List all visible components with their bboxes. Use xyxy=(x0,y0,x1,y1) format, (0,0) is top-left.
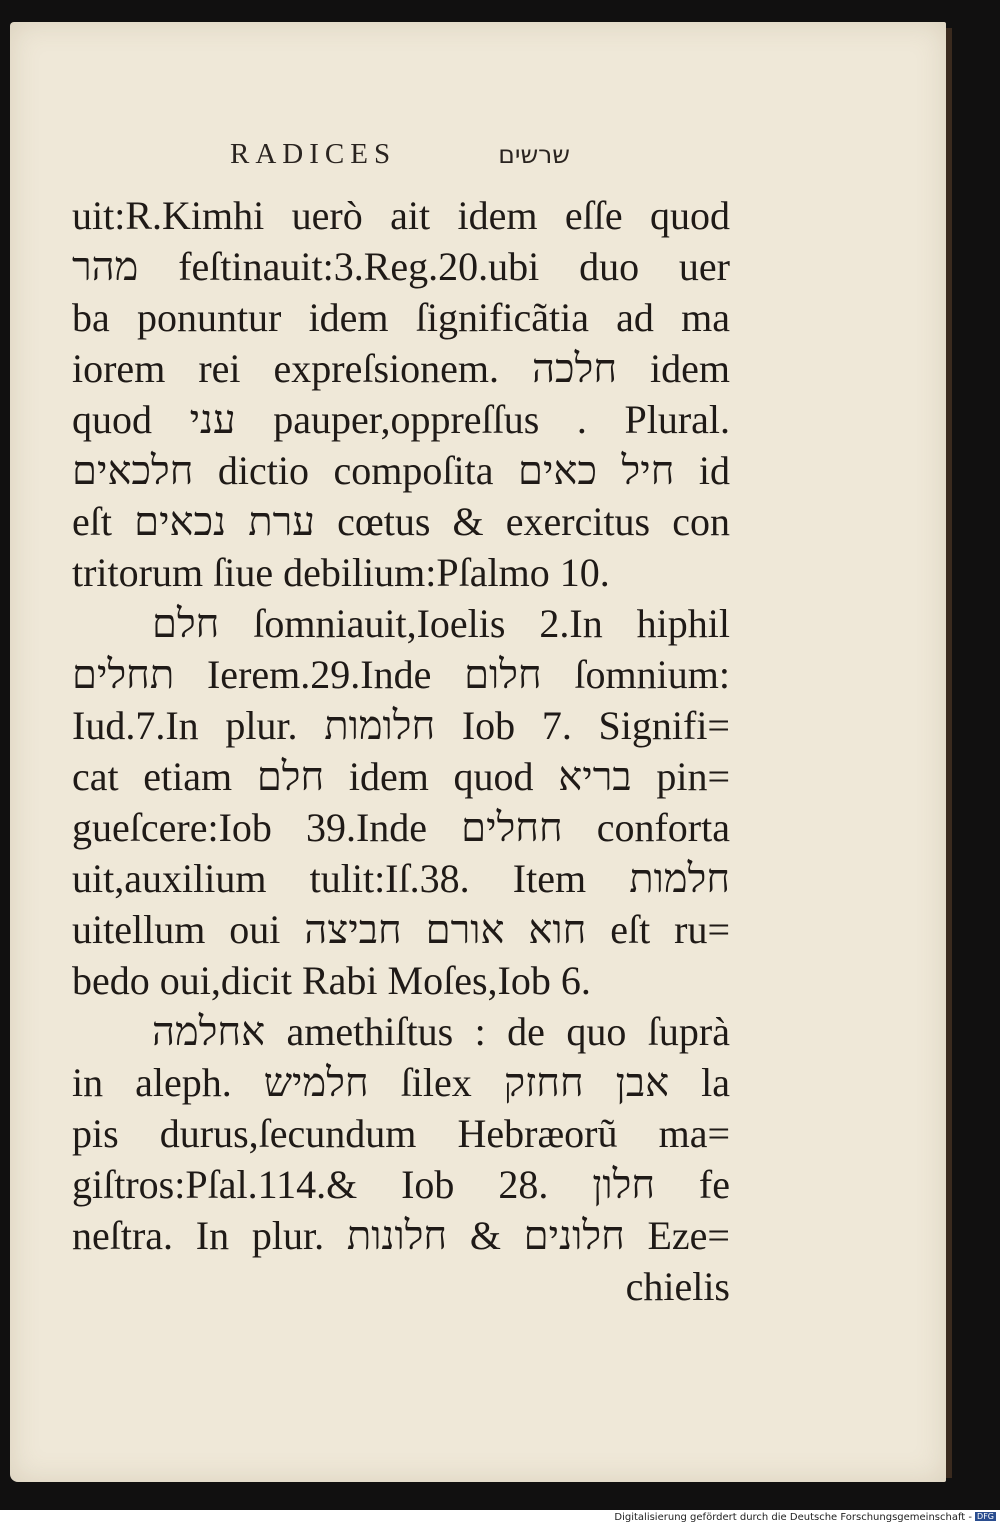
text-line: giſtros:Pſal.114.& Iob 28. חלון fe xyxy=(72,1162,731,1207)
text-line: תחלים Ierem.29.Inde חלום ſomnium: xyxy=(72,652,730,697)
running-head-latin: RADICES xyxy=(230,138,397,170)
text-line: חלם ſomniauit,Ioelis 2.In hiphil xyxy=(152,601,730,646)
text-line: quod עני pauper,oppreſſus . Plural. xyxy=(72,397,731,442)
text-line: uit:R.Kimhi uerò ait idem eſſe quod xyxy=(72,193,730,238)
dfg-logo: DFG xyxy=(977,1512,994,1521)
credit-text: Digitalisierung gefördert durch die Deutsche Forschungsgemeinschaft - xyxy=(614,1512,973,1523)
text-line: מהר feſtinauit:3.Reg.20.ubi duo uer xyxy=(72,244,730,289)
book-edge xyxy=(946,28,952,1478)
text-line: cat etiam חלם idem quod בריא pin= xyxy=(72,754,731,799)
text-line: אחלמה amethiſtus : de quo ſuprà xyxy=(152,1009,730,1054)
text-line: eſt ערת נכאים cœtus & exercitus con xyxy=(72,499,730,544)
text-line: iorem rei expreſsionem. חלכה idem xyxy=(72,346,730,391)
text-line: חלכאים dictio compoſita חיל כאים id xyxy=(72,448,730,493)
text-line: gueſcere:Iob 39.Inde חחלים conforta xyxy=(72,805,730,850)
text-line: Iud.7.In plur. חלומות Iob 7. Signifi= xyxy=(72,703,730,748)
text-line: ba ponuntur idem ſignificãtia ad ma xyxy=(72,295,730,340)
text-line: in aleph. חלמיש ſilex אבן חחזק la xyxy=(72,1060,730,1105)
body-text xyxy=(72,190,730,1312)
text-line: uitellum oui חוא אורם חביצה eſt ru= xyxy=(72,907,730,952)
running-head-hebrew: שרשים xyxy=(498,140,570,169)
catchword: chielis xyxy=(625,1264,730,1309)
running-head xyxy=(230,138,570,178)
text-line: uit,auxilium tulit:Iſ.38. Item חלמות xyxy=(72,856,730,901)
digitization-credit xyxy=(600,1512,1000,1528)
text-line: bedo oui,dicit Rabi Moſes,Iob 6. xyxy=(72,958,591,1003)
text-line: pis durus,ſecundum Hebræorũ ma= xyxy=(72,1111,730,1156)
text-line: neſtra. In plur. חלונים & חלונות Eze= xyxy=(72,1213,730,1258)
text-line: tritorum ſiue debilium:Pſalmo 10. xyxy=(72,550,610,595)
